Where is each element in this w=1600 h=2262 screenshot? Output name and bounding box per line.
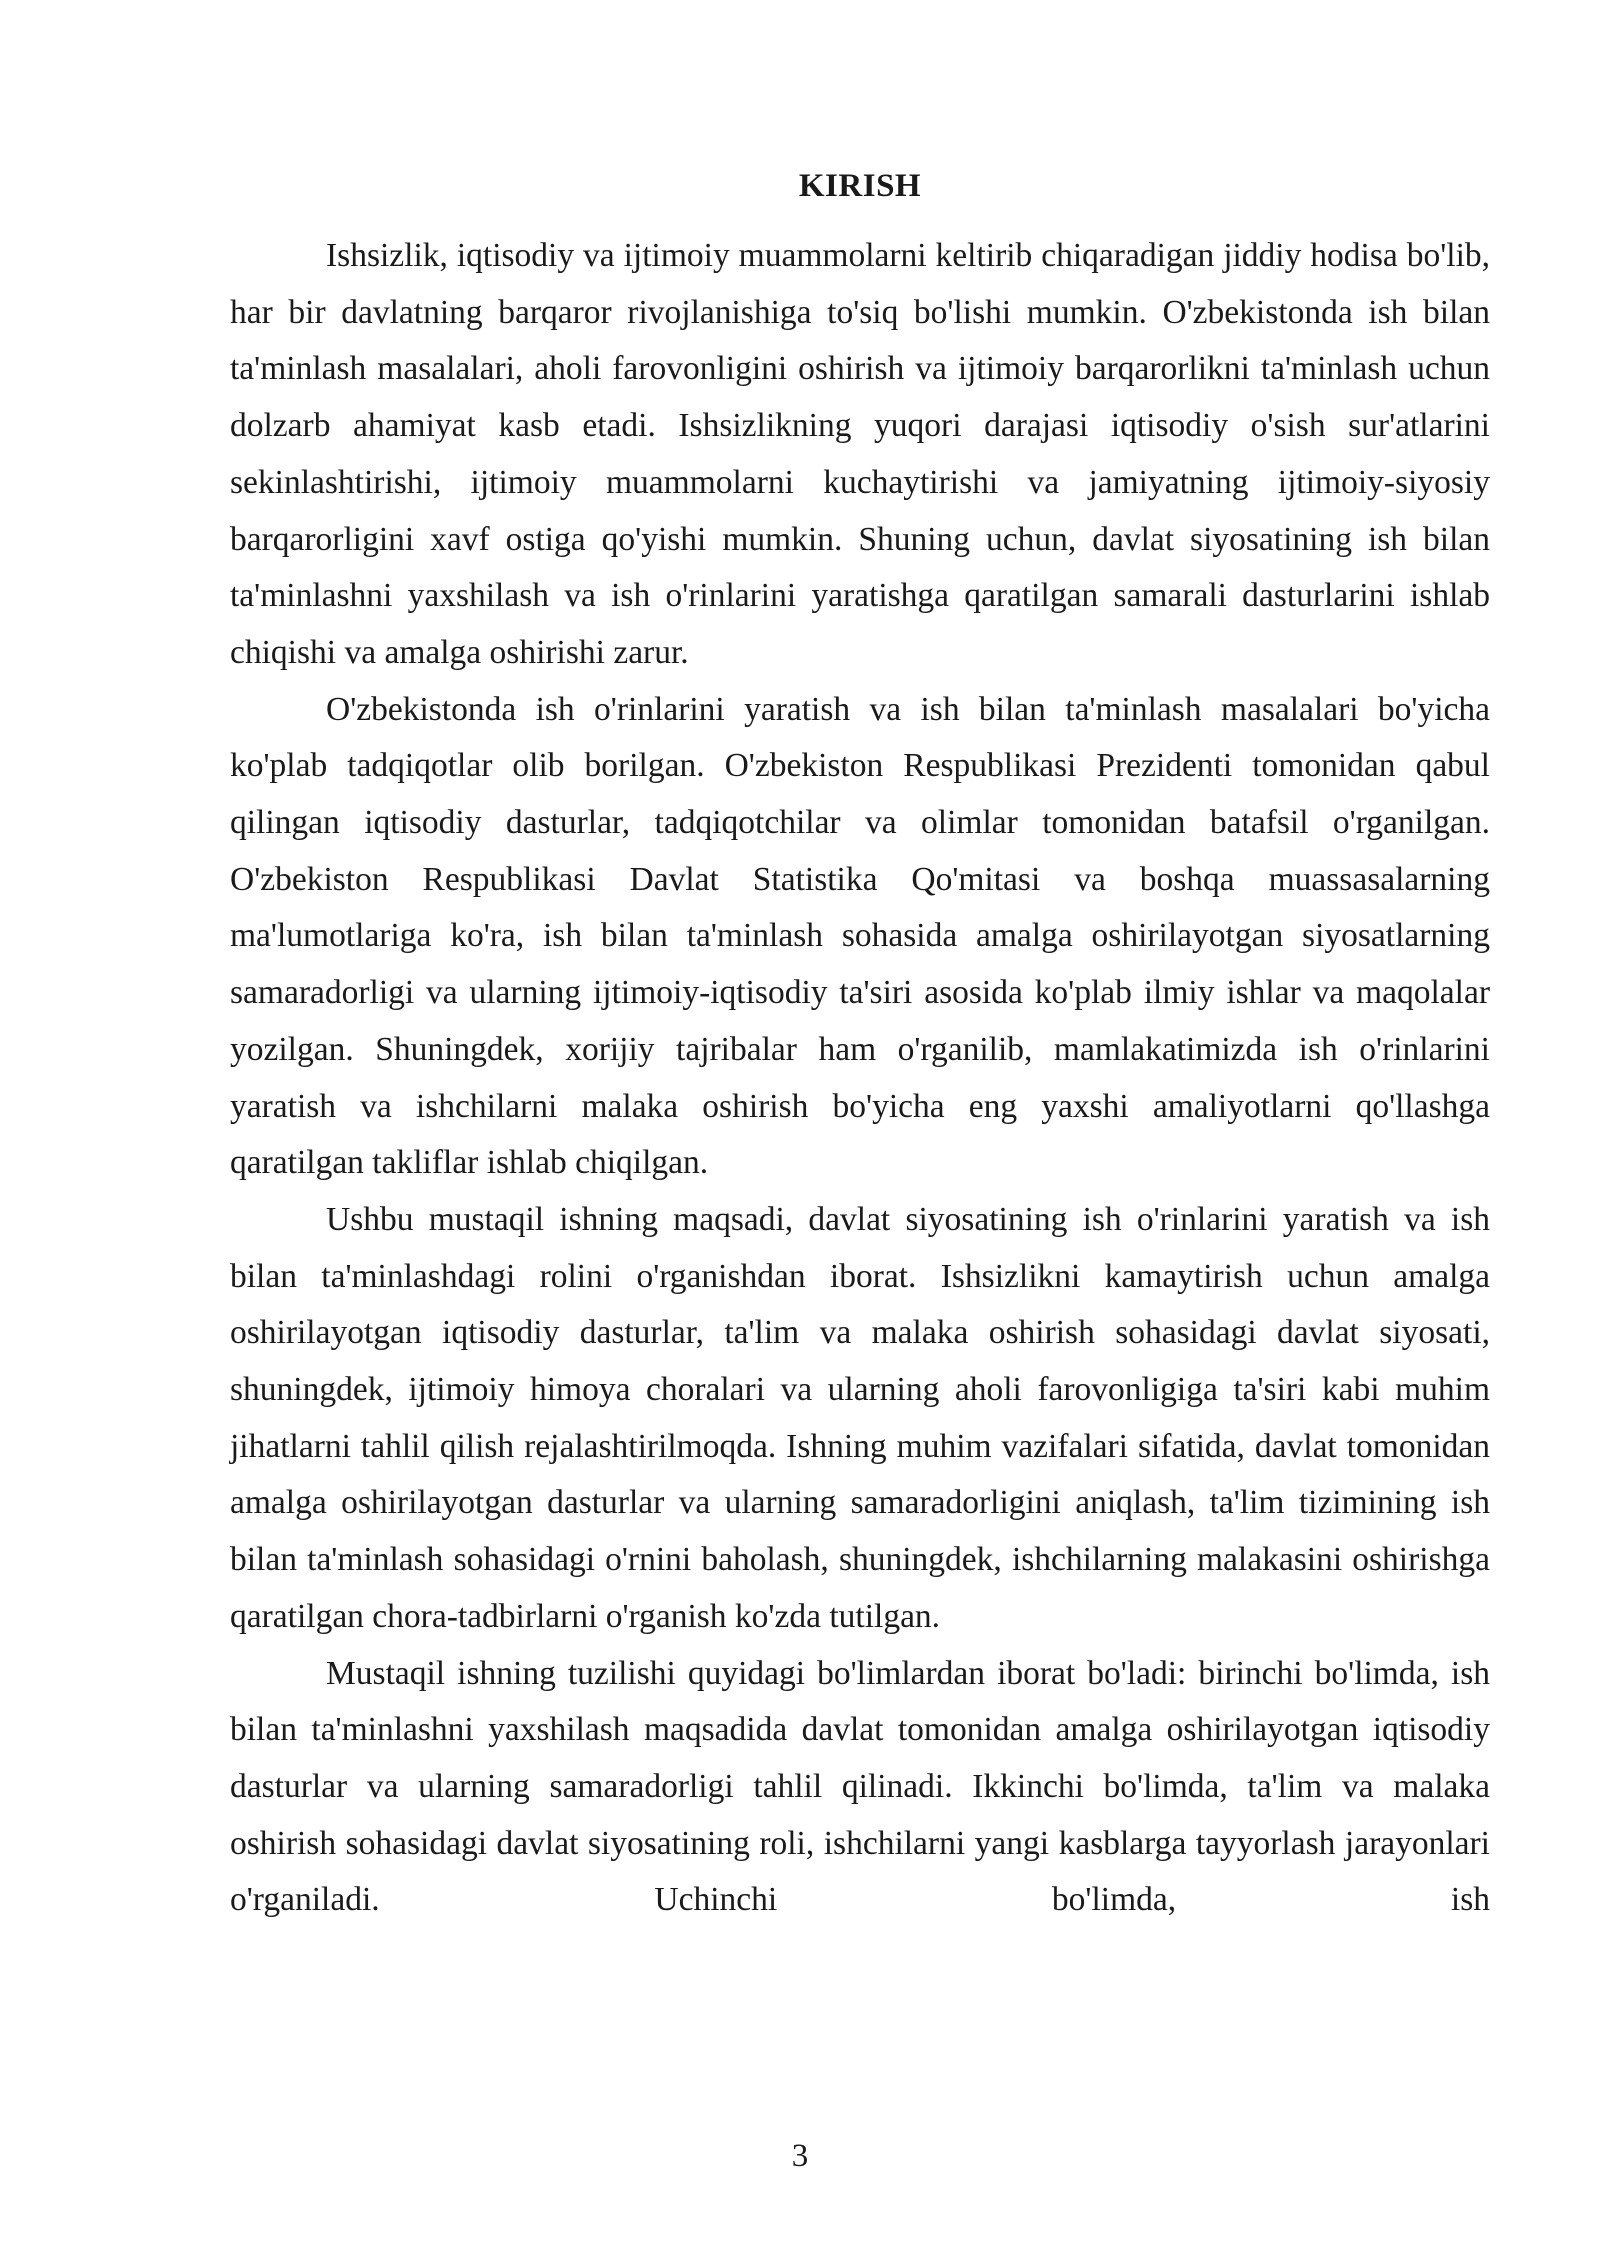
paragraph-3: Ushbu mustaqil ishning maqsadi, davlat siyosatining ish o'rinlarini yaratish va ish bilan ta'minlashdagi rolini o'rganishdan iborat. Ishsizlikni kamaytirish uchun amalga oshirilayotgan iqtisodiy dasturlar, ta'lim va malaka oshirish sohasidagi davlat siyosati, shuningdek, ijtimoiy himoya choralari va ularning aholi farovonligiga ta'siri kabi muhim jihatlarni tahlil qilish rejalashtirilmoqda. Ishning muhim vazifalari sifatida, davlat tomonidan amalga oshirilayotgan dasturlar va ularning samaradorligini aniqlash, ta'lim tizimining ish bilan ta'minlash sohasidagi o'rnini baholash, shuningdek, ishchilarning malakasini oshirishga qaratilgan chora-tadbirlarni o'rganish ko'zda tutilgan. (230, 1200, 1490, 1635)
paragraph-1: Ishsizlik, iqtisodiy va ijtimoiy muammolarni keltirib chiqaradigan jiddiy hodisa bo'lib, har bir davlatning barqaror rivojlanishiga to'siq bo'lishi mumkin. O'zbekistonda ish bilan ta'minlash masalalari, aholi farovonligini oshirish va ijtimoiy barqarorlikni ta'minlash uchun dolzarb ahamiyat kasb etadi. Ishsizlikning yuqori darajasi iqtisodiy o'sish sur'atlarini sekinlashtirishi, ijtimoiy muammolarni kuchaytirishi va jamiyatning ijtimoiy-siyosiy barqarorligini xavf ostiga qo'yishi mumkin. Shuning uchun, davlat siyosatining ish bilan ta'minlashni yaxshilash va ish o'rinlarini yaratishga qaratilgan samarali dasturlarini ishlab chiqishi va amalga oshirishi zarur. (230, 237, 1490, 671)
paragraph-2: O'zbekistonda ish o'rinlarini yaratish va ish bilan ta'minlash masalalari bo'yicha ko'plab tadqiqotlar olib borilgan. O'zbekiston Respublikasi Prezidenti tomonidan qabul qilingan iqtisodiy dasturlar, tadqiqotchilar va olimlar tomonidan batafsil o'rganilgan. O'zbekiston Respublikasi Davlat Statistika Qo'mitasi va boshqa muassasalarning ma'lumotlariga ko'ra, ish bilan ta'minlash sohasida amalga oshirilayotgan siyosatlarning samaradorligi va ularning ijtimoiy-iqtisodiy ta'siri asosida ko'plab ilmiy ishlar va maqolalar yozilgan. Shuningdek, xorijiy tajribalar ham o'rganilib, mamlakatimizda ish o'rinlarini yaratish va ishchilarni malaka oshirish bo'yicha eng yaxshi amaliyotlarni qo'llashga qaratilgan takliflar ishlab chiqilgan. (230, 690, 1490, 1182)
document-body (230, 166, 1490, 1929)
section-title: KIRISH (798, 168, 922, 204)
page-number: 3 (791, 2138, 809, 2174)
paragraph-4: Mustaqil ishning tuzilishi quyidagi bo'limlardan iborat bo'ladi: birinchi bo'limda, ish bilan ta'minlashni yaxshilash maqsadida davlat tomonidan amalga oshirilayotgan iqtisodiy dasturlar va ularning samaradorligi tahlil qilinadi. Ikkinchi bo'limda, ta'lim va malaka oshirish sohasidagi davlat siyosatining roli, ishchilarni yangi kasblarga tayyorlash jarayonlari o'rganiladi. Uchinchi bo'limda, ish (230, 1654, 1490, 1919)
